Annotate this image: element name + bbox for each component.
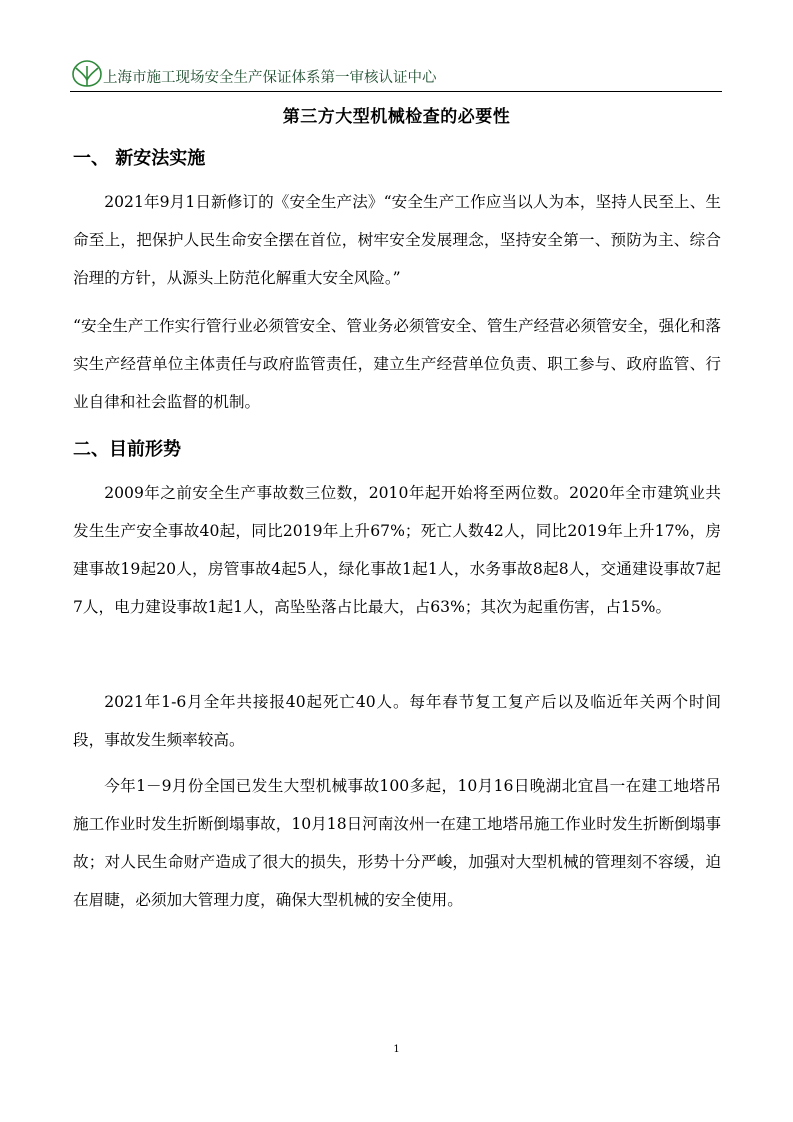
document-title: 第三方大型机械检查的必要性	[282, 107, 511, 127]
page-number: 1	[393, 1044, 400, 1055]
section-heading-new-safety-law: 一、 新安法实施	[73, 148, 206, 169]
paragraph: 2021年1-6月全年共接报40起死亡40人。每年春节复工复产后以及临近年关两个时间段，事故发生频率较高。	[73, 693, 721, 749]
header-divider	[70, 91, 722, 92]
paragraph: 2009年之前安全生产事故数三位数，2010年起开始将至两位数。2020年全市建筑业共发生生产安全事故40起，同比2019年上升67%；死亡人数42人，同比2019年上升17%，房建事故19起20人，房管事故4起5人，绿化事故1起1人，水务事故8起8人，交通建设事故7起7人，电力建设事故1起1人，高坠坠落占比最大，占63%；其次为起重伤害，占15%。	[73, 484, 721, 616]
paragraph: 今年1－9月份全国已发生大型机械事故100多起，10月16日晚湖北宜昌一在建工地塔吊施工作业时发生折断倒塌事故，10月18日河南汝州一在建工地塔吊施工作业时发生折断倒塌事故；对人民生命财产造成了很大的损失，形势十分严峻，加强对大型机械的管理刻不容缓，迫在眉睫，必须加大管理力度，确保大型机械的安全使用。	[73, 777, 721, 909]
page-header	[70, 56, 722, 92]
leaf-logo-icon	[70, 58, 104, 88]
paragraph: 2021年9月1日新修订的《安全生产法》“安全生产工作应当以人为本，坚持人民至上、生命至上，把保护人民生命安全摆在首位，树牢安全发展理念，坚持安全第一、预防为主、综合治理的方针，从源头上防范化解重大安全风险。”	[73, 193, 721, 287]
section-heading-current-situation: 二、目前形势	[73, 439, 181, 460]
paragraph: “安全生产工作实行管行业必须管安全、管业务必须管安全、管生产经营必须管安全，强化和落实生产经营单位主体责任与政府监管责任，建立生产经营单位负责、职工参与、政府监管、行业自律和社会监督的机制。	[73, 317, 721, 411]
organization-name: 上海市施工现场安全生产保证体系第一审核认证中心	[103, 70, 437, 86]
